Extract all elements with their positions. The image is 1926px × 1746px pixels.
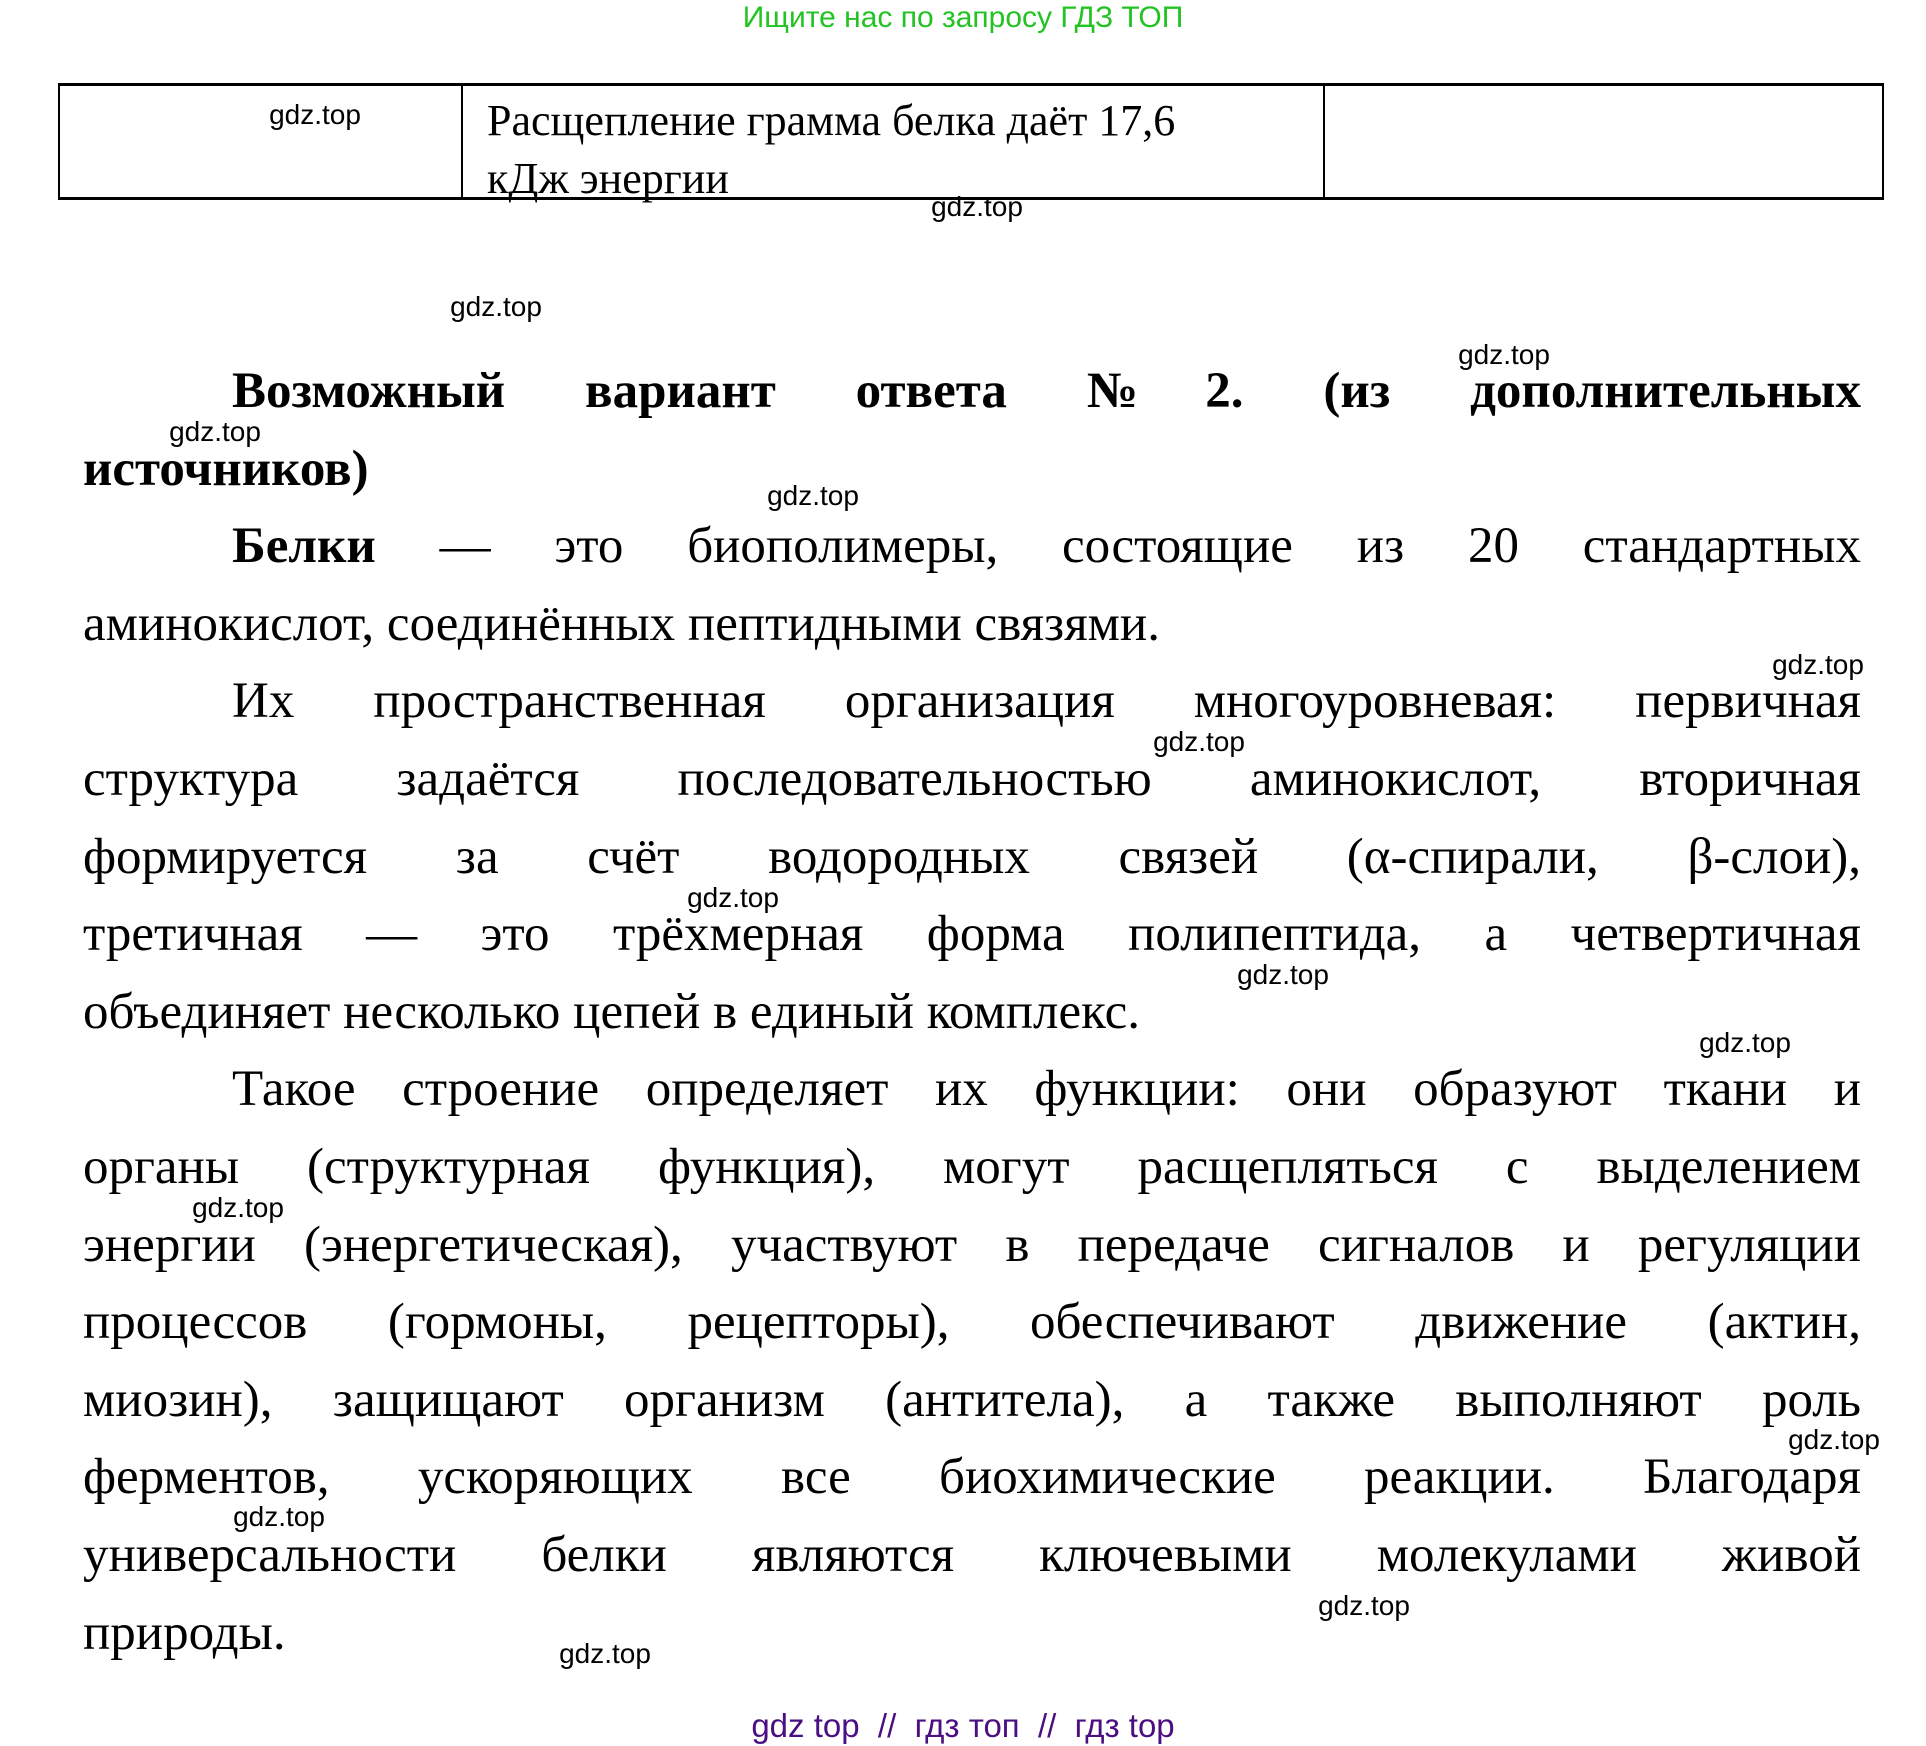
- table-column-divider: [1323, 86, 1325, 197]
- heading-line: источников): [83, 440, 369, 497]
- watermark: gdz.top: [559, 1638, 651, 1669]
- watermark: gdz.top: [450, 291, 542, 322]
- search-hint-banner: Ищите нас по запросу ГДЗ ТОП: [742, 1, 1184, 34]
- paragraph-line: структура задаётся последовательностью аминокислот, вторичная: [83, 750, 1861, 807]
- watermark: gdz.top: [1699, 1027, 1791, 1058]
- table-cell-line: кДж энергии: [487, 154, 729, 203]
- paragraph-line: миозин), защищают организм (антитела), а также выполняют роль: [83, 1371, 1861, 1428]
- watermark: gdz.top: [1788, 1424, 1880, 1455]
- paragraph-line: процессов (гормоны, рецепторы), обеспечивают движение (актин,: [83, 1294, 1861, 1351]
- paragraph-line: универсальности белки являются ключевыми молекулами живой: [83, 1526, 1861, 1583]
- footer-watermark: gdz top // гдз топ // гдз top: [751, 1707, 1175, 1744]
- watermark: gdz.top: [931, 191, 1023, 222]
- watermark: gdz.top: [233, 1501, 325, 1532]
- table-cell-text: [487, 92, 1287, 208]
- watermark: gdz.top: [1318, 1590, 1410, 1621]
- paragraph-line: ферментов, ускоряющих все биохимические реакции. Благодаря: [83, 1449, 1861, 1506]
- paragraph-line: аминокислот, соединённых пептидными связями.: [83, 595, 1160, 652]
- table-cell-line: Расщепление грамма белка даёт 17,6: [487, 96, 1176, 145]
- watermark: gdz.top: [192, 1192, 284, 1223]
- table-column-divider: [461, 86, 463, 197]
- paragraph-line: Такое строение определяет их функции: они образуют ткани и: [232, 1061, 1861, 1118]
- watermark: gdz.top: [1458, 339, 1550, 370]
- watermark: gdz.top: [1153, 726, 1245, 757]
- watermark: gdz.top: [687, 882, 779, 913]
- paragraph-line: природы.: [83, 1604, 286, 1661]
- paragraph-line: Их пространственная организация многоуровневая: первичная: [232, 673, 1861, 730]
- watermark: gdz.top: [169, 416, 261, 447]
- paragraph-line: энергии (энергетическая), участвуют в передаче сигналов и регуляции: [83, 1216, 1861, 1273]
- paragraph-line: формируется за счёт водородных связей (α-спирали, β-слои),: [83, 828, 1861, 885]
- watermark: gdz.top: [1237, 959, 1329, 990]
- paragraph-line: органы (структурная функция), могут расщепляться с выделением: [83, 1138, 1861, 1195]
- answer-body: [83, 353, 1861, 1672]
- paragraph-line: третичная — это трёхмерная форма полипептида, а четвертичная: [83, 906, 1861, 963]
- paragraph-line: объединяет несколько цепей в единый комплекс.: [83, 983, 1140, 1040]
- watermark: gdz.top: [767, 480, 859, 511]
- heading-line: Возможный вариант ответа №2. (из дополнительных: [232, 363, 1861, 419]
- watermark: gdz.top: [269, 99, 361, 130]
- paragraph-line: Белки — это биополимеры, состоящие из 20 стандартных: [232, 518, 1861, 575]
- watermark: gdz.top: [1772, 649, 1864, 680]
